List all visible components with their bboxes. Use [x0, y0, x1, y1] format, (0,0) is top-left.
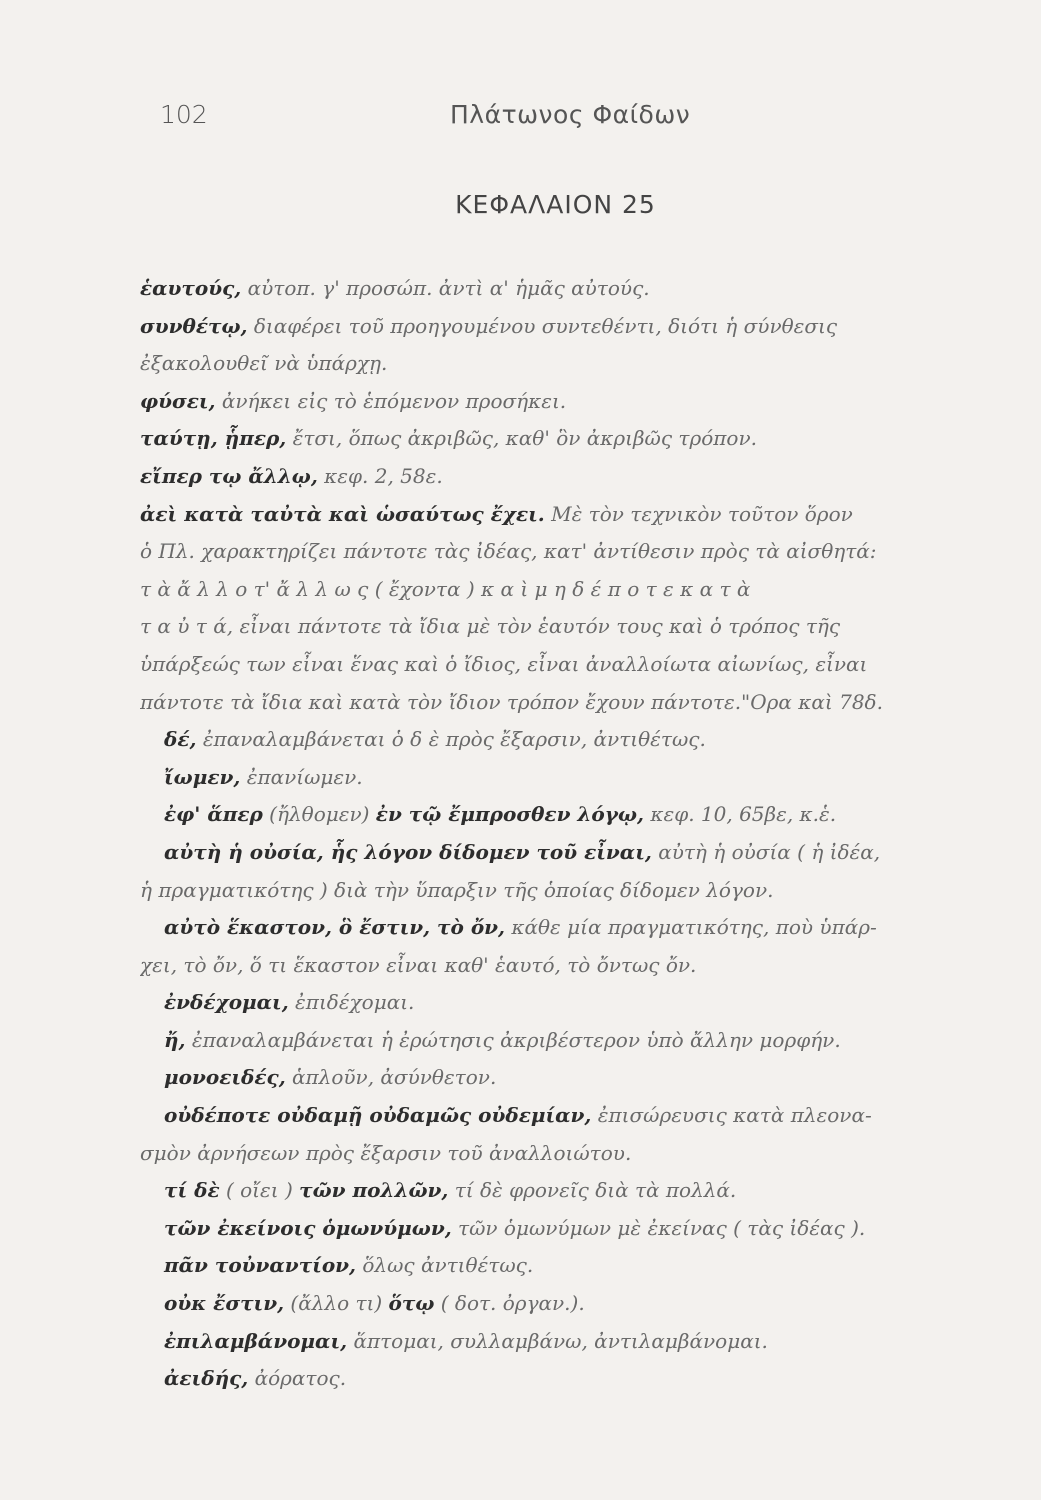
- glossary-definition: ἐπαναλαμβάνεται ὁ δ ὲ πρὸς ἔξαρσιν, ἀντιθέτως.: [196, 727, 706, 752]
- glossary-term: ἀειδής,: [164, 1366, 249, 1391]
- glossary-definition: ἐπιδέχομαι.: [288, 990, 415, 1015]
- glossary-definition: πάντοτε τὰ ἴδια καὶ κατὰ τὸν ἴδιον τρόπον ἔχουν πάντοτε."Ορα καὶ 78δ.: [140, 689, 883, 714]
- glossary-line: [140, 383, 1010, 421]
- glossary-definition: κεφ. 10, 65βε, κ.ἑ.: [643, 802, 837, 827]
- glossary-definition: τῶν ὁμωνύμων μὲ ἐκείνας ( τὰς ἰδέας ).: [451, 1215, 866, 1240]
- glossary-definition: κεφ. 2, 58ε.: [317, 463, 443, 488]
- glossary-definition: ἅπτομαι, συλλαμβάνω, ἀντιλαμβάνομαι.: [347, 1328, 768, 1353]
- glossary-definition: αὐτοπ. γ' προσώπ. ἀντὶ α' ἡμᾶς αὐτούς.: [241, 276, 650, 300]
- glossary-definition: ἀνήκει εἰς τὸ ἑπόμενον προσήκει.: [215, 388, 567, 413]
- glossary-definition: τ ὰ ἄ λ λ ο τ' ἄ λ λ ω ς ( ἔχοντα ) κ α ὶ μ η δ έ π ο τ ε κ α τ ὰ: [140, 576, 751, 601]
- book-title: Πλάτωνος Φαίδων: [450, 100, 691, 129]
- glossary-definition: (ἄλλο τι): [284, 1291, 389, 1316]
- glossary-line: [140, 345, 1010, 383]
- chapter-heading: ΚΕΦΑΛΑΙΟΝ 25: [455, 190, 656, 219]
- glossary-line: [140, 1360, 1010, 1398]
- glossary-line: [140, 909, 1010, 947]
- glossary-line: [140, 984, 1010, 1022]
- glossary-term: ἐφ' ἅπερ: [164, 802, 263, 827]
- glossary-line: [140, 646, 1010, 684]
- glossary-line: [140, 1022, 1010, 1060]
- glossary-line: [140, 496, 1010, 534]
- glossary-term: συνθέτῳ,: [140, 313, 248, 338]
- glossary-line: [140, 270, 1010, 308]
- glossary-definition: διαφέρει τοῦ προηγουμένου συντεθέντι, διότι ἡ σύνθεσις: [247, 313, 838, 338]
- glossary-definition: ἐπισώρευσις κατὰ πλεονα-: [591, 1103, 872, 1128]
- glossary-term: ἤ,: [164, 1027, 186, 1052]
- glossary-definition: ὑπάρξεώς των εἶναι ἕνας καὶ ὁ ἴδιος, εἶναι ἀναλλοίωτα αἰωνίως, εἶναι: [140, 651, 868, 676]
- glossary-term: ταύτῃ, ᾗπερ,: [140, 426, 287, 451]
- glossary-term: ἀεὶ κατὰ ταὐτὰ καὶ ὡσαύτως ἔχει.: [140, 501, 545, 526]
- glossary-line: [140, 1059, 1010, 1097]
- glossary-line: [140, 1323, 1010, 1361]
- glossary-term: πᾶν τοὐναντίον,: [164, 1253, 357, 1278]
- glossary-definition: ἀόρατος.: [248, 1366, 347, 1391]
- glossary-definition: ( οἴει ): [219, 1178, 300, 1203]
- glossary-term: οὐδέποτε οὐδαμῇ οὐδαμῶς οὐδεμίαν,: [164, 1103, 592, 1128]
- glossary-list: [140, 270, 1010, 1398]
- glossary-term: ἐπιλαμβάνομαι,: [164, 1328, 348, 1353]
- glossary-line: [140, 1097, 1010, 1135]
- glossary-line: [140, 608, 1010, 646]
- glossary-definition: ἔτσι, ὅπως ἀκριβῶς, καθ' ὃν ἀκριβῶς τρόπον.: [286, 426, 757, 451]
- glossary-line: [140, 533, 1010, 571]
- glossary-line: [140, 834, 1010, 872]
- glossary-line: [140, 458, 1010, 496]
- glossary-definition: ἐπανίωμεν.: [240, 764, 363, 789]
- glossary-term: ἴωμεν,: [164, 764, 241, 789]
- glossary-term: ἐνδέχομαι,: [164, 990, 289, 1015]
- glossary-definition: χει, τὸ ὄν, ὅ τι ἕκαστον εἶναι καθ' ἑαυτό, τὸ ὄντως ὄν.: [140, 952, 697, 977]
- glossary-term: τῶν πολλῶν,: [299, 1178, 449, 1203]
- glossary-definition: ἐξακολουθεῖ νὰ ὑπάρχῃ.: [140, 351, 388, 376]
- glossary-definition: (ἤλθομεν): [262, 802, 376, 827]
- glossary-term: ἐν τῷ ἔμπροσθεν λόγῳ,: [375, 802, 644, 827]
- glossary-line: [140, 1285, 1010, 1323]
- glossary-term: εἴπερ τῳ ἄλλῳ,: [140, 463, 318, 488]
- glossary-definition: κάθε μία πραγματικότης, ποὺ ὑπάρ-: [505, 915, 877, 940]
- glossary-definition: ὁ Πλ. χαρακτηρίζει πάντοτε τὰς ἰδέας, κατ' ἀντίθεσιν πρὸς τὰ αἰσθητά:: [140, 539, 877, 564]
- glossary-definition: ( δοτ. ὀργαν.).: [434, 1291, 585, 1316]
- glossary-line: [140, 308, 1010, 346]
- glossary-definition: ἐπαναλαμβάνεται ἡ ἐρώτησις ἀκριβέστερον ὑπὸ ἄλλην μορφήν.: [185, 1027, 841, 1052]
- glossary-definition: τί δὲ φρονεῖς διὰ τὰ πολλά.: [448, 1178, 737, 1203]
- page-number: 102: [160, 100, 208, 129]
- glossary-term: μονοειδές,: [164, 1065, 286, 1090]
- running-head: [160, 100, 1001, 140]
- glossary-line: [140, 571, 1010, 609]
- glossary-definition: ἡ πραγματικότης ) διὰ τὴν ὕπαρξιν τῆς ὁποίας δίδομεν λόγον.: [140, 877, 774, 902]
- glossary-definition: σμὸν ἀρνήσεων πρὸς ἔξαρσιν τοῦ ἀναλλοιώτου.: [140, 1140, 632, 1165]
- glossary-line: [140, 420, 1010, 458]
- glossary-line: [140, 759, 1010, 797]
- glossary-line: [140, 872, 1010, 910]
- glossary-definition: αὐτὴ ἡ οὐσία ( ἡ ἰδέα,: [651, 839, 881, 864]
- glossary-term: δέ,: [164, 727, 197, 752]
- glossary-line: [140, 721, 1010, 759]
- glossary-line: [140, 947, 1010, 985]
- glossary-term: αὐτὴ ἡ οὐσία, ἧς λόγον δίδομεν τοῦ εἶναι,: [164, 839, 652, 864]
- glossary-definition: τ α ὐ τ ά, εἶναι πάντοτε τὰ ἴδια μὲ τὸν ἑαυτόν τους καὶ ὁ τρόπος τῆς: [140, 614, 841, 639]
- glossary-term: οὐκ ἔστιν,: [164, 1291, 285, 1316]
- glossary-term: αὐτὸ ἕκαστον, ὃ ἔστιν, τὸ ὄν,: [164, 915, 505, 940]
- glossary-line: [140, 1210, 1010, 1248]
- glossary-term: ἑαυτούς,: [140, 276, 242, 300]
- glossary-definition: Μὲ τὸν τεχνικὸν τοῦτον ὅρον: [544, 501, 853, 526]
- glossary-term: τῶν ἐκείνοις ὁμωνύμων,: [164, 1215, 452, 1240]
- glossary-line: [140, 796, 1010, 834]
- glossary-term: φύσει,: [140, 388, 216, 413]
- glossary-line: [140, 1135, 1010, 1173]
- glossary-definition: ἁπλοῦν, ἀσύνθετον.: [285, 1065, 497, 1090]
- glossary-line: [140, 1247, 1010, 1285]
- glossary-term: ὅτῳ: [388, 1291, 435, 1316]
- glossary-line: [140, 684, 1010, 722]
- glossary-definition: ὅλως ἀντιθέτως.: [356, 1253, 534, 1278]
- glossary-term: τί δὲ: [164, 1178, 220, 1203]
- glossary-line: [140, 1172, 1010, 1210]
